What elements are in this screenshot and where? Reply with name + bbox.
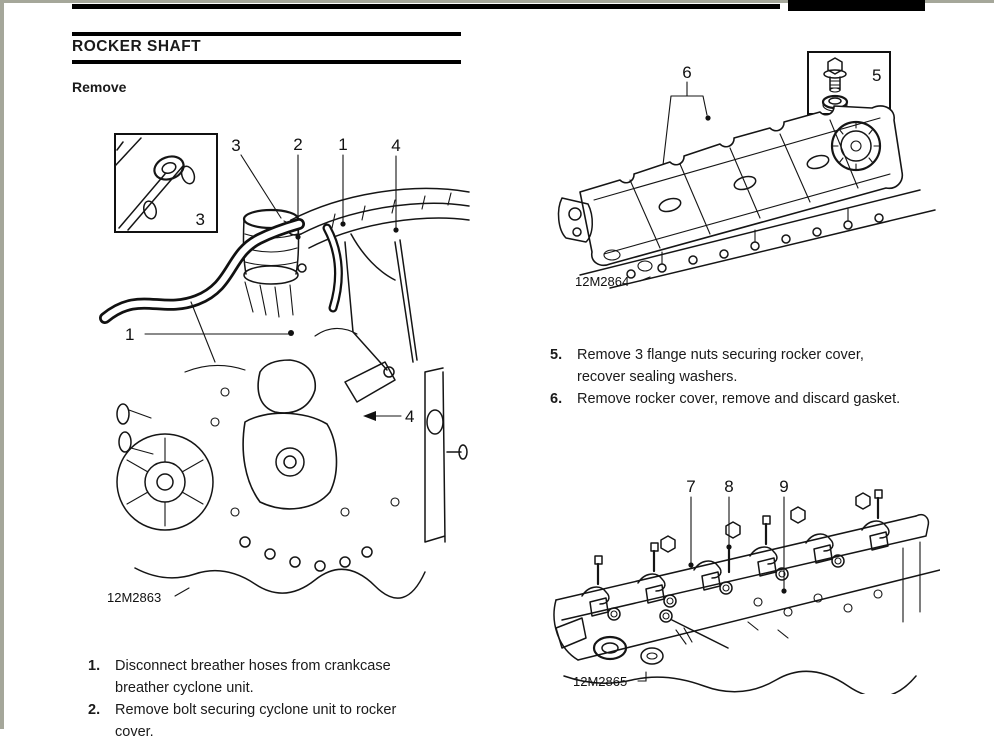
section-rule-bottom bbox=[72, 60, 461, 64]
step-text: Disconnect breather hoses from crankcase breather cyclone unit. bbox=[115, 658, 391, 696]
figure-breather-hoses bbox=[95, 122, 470, 612]
instruction-list-left bbox=[88, 655, 433, 743]
page-title: ROCKER SHAFT bbox=[72, 38, 202, 55]
section-tab-block bbox=[788, 0, 925, 11]
fig3-caption-group bbox=[573, 672, 646, 689]
step-item bbox=[88, 699, 433, 743]
callout-6: 6 bbox=[682, 63, 692, 82]
rocker-studs bbox=[595, 490, 882, 584]
fig1-caption-group bbox=[107, 588, 189, 605]
step-text: Remove 3 flange nuts securing rocker cover, recover sealing washers. bbox=[577, 347, 864, 385]
step-number: 1. bbox=[88, 658, 101, 674]
page-header-rule bbox=[72, 4, 780, 9]
subsection-title: Remove bbox=[72, 79, 127, 95]
callout-7: 7 bbox=[686, 477, 696, 496]
figure-caption: 12M2863 bbox=[107, 590, 162, 605]
step-text: Remove bolt securing cyclone unit to rocker cover. bbox=[115, 702, 397, 740]
rocker-cover-body bbox=[580, 106, 902, 265]
figure-caption: 12M2864 bbox=[575, 274, 630, 289]
callout-4: 4 bbox=[391, 136, 401, 155]
step-text: Remove rocker cover, remove and discard gasket. bbox=[577, 391, 901, 407]
breather-hoses bbox=[105, 224, 395, 318]
callout-1: 1 bbox=[338, 135, 348, 154]
inset-fastener-box bbox=[808, 52, 890, 114]
step-item bbox=[550, 388, 915, 410]
step-item bbox=[88, 655, 433, 699]
engine-line-art bbox=[117, 240, 467, 598]
callout-1-left: 1 bbox=[125, 325, 135, 344]
step-number: 6. bbox=[550, 391, 563, 407]
step-item bbox=[550, 344, 915, 388]
cylinder-head-rails bbox=[554, 515, 940, 660]
rocker-cover-lines bbox=[288, 188, 469, 248]
callout-3-inset: 3 bbox=[195, 210, 205, 229]
instruction-list-right bbox=[550, 344, 915, 410]
section-rule-top bbox=[72, 32, 461, 36]
callout-9: 9 bbox=[779, 477, 789, 496]
step-number: 2. bbox=[88, 702, 101, 718]
fig1-callouts-top bbox=[231, 135, 400, 240]
callout-3: 3 bbox=[231, 136, 241, 155]
figure-caption: 12M2865 bbox=[573, 674, 628, 689]
viewer-border-left bbox=[0, 0, 4, 729]
step-number: 5. bbox=[550, 347, 563, 363]
figure-rocker-cover bbox=[550, 40, 940, 290]
callout-4-right: 4 bbox=[405, 407, 415, 426]
figure-rocker-gear bbox=[548, 452, 940, 694]
callout-2: 2 bbox=[293, 135, 303, 154]
inset-detail-box bbox=[115, 134, 217, 232]
callout-8: 8 bbox=[724, 477, 734, 496]
callout-5: 5 bbox=[872, 66, 882, 85]
